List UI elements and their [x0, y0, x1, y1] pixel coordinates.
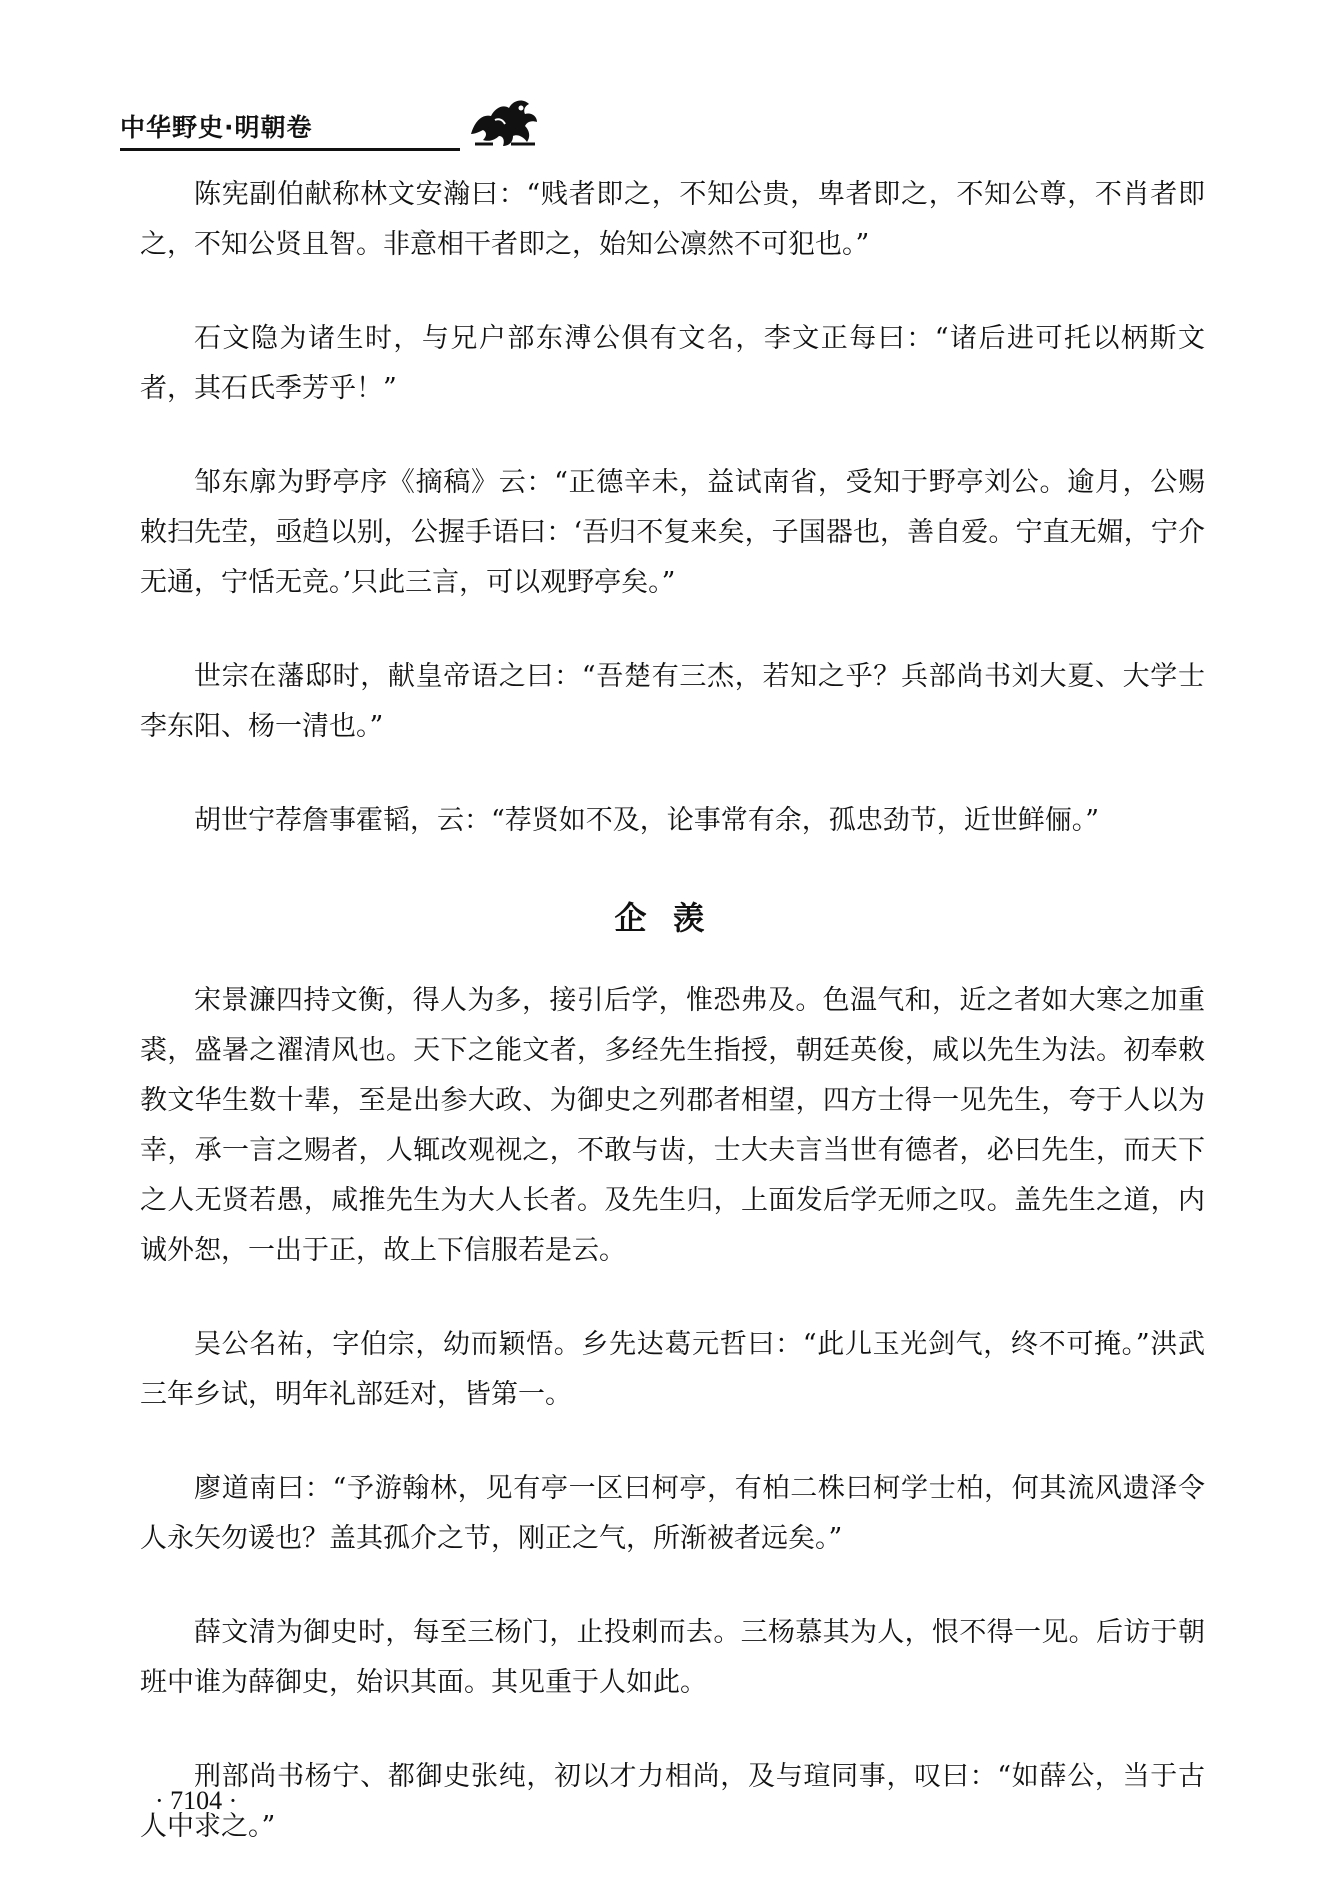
header-rule: [120, 148, 460, 151]
paragraph: 刑部尚书杨宁、都御史张纯，初以才力相尚，及与瑄同事，叹曰：“如薛公，当于古人中求之。”: [140, 1761, 1205, 1842]
page-body: [140, 170, 1205, 1896]
dragon-emblem-icon: [465, 90, 543, 150]
paragraph: 陈宪副伯献称林文安瀚曰：“贱者即之，不知公贵，卑者即之，不知公尊，不肖者即之，不知公贤且智。非意相干者即之，始知公凛然不可犯也。”: [140, 179, 1205, 260]
paragraph: 石文隐为诸生时，与兄户部东溥公俱有文名，李文正每曰：“诸后进可托以柄斯文者，其石氏季芳乎！”: [140, 323, 1205, 404]
section-title: 企羡: [614, 899, 731, 937]
paragraph: 世宗在藩邸时，献皇帝语之曰：“吾楚有三杰，若知之乎？兵部尚书刘大夏、大学士李东阳、杨一清也。”: [140, 661, 1205, 742]
paragraph: 宋景濂四持文衡，得人为多，接引后学，惟恐弗及。色温气和，近之者如大寒之加重裘，盛暑之濯清风也。天下之能文者，多经先生指授，朝廷英俊，咸以先生为法。初奉敕教文华生数十辈，至是出参大政、为御史之列郡者相望，四方士得一见先生，夸于人以为幸，承一言之赐者，人辄改观视之，不敢与齿，士大夫言当世有德者，必曰先生，而天下之人无贤若愚，咸推先生为大人长者。及先生归，上面发后学无师之叹。盖先生之道，内诚外恕，一出于正，故上下信服若是云。: [140, 985, 1205, 1266]
paragraph: 胡世宁荐詹事霍韬，云：“荐贤如不及，论事常有余，孤忠劲节，近世鲜俪。”: [194, 805, 1100, 836]
paragraph: 薛文清为御史时，每至三杨门，止投刺而去。三杨慕其为人，恨不得一见。后访于朝班中谁为薛御史，始识其面。其见重于人如此。: [140, 1617, 1205, 1698]
page-number: · 7104 ·: [155, 1786, 238, 1815]
paragraph: 吴公名祐，字伯宗，幼而颖悟。乡先达葛元哲曰：“此儿玉光剑气，终不可掩。”洪武三年乡试，明年礼部廷对，皆第一。: [140, 1329, 1205, 1410]
paragraph: 廖道南曰：“予游翰林，见有亭一区曰柯亭，有柏二株曰柯学士柏，何其流风遗泽令人永矢勿谖也？盖其孤介之节，刚正之气，所渐被者远矣。”: [140, 1473, 1205, 1554]
paragraph: 邹东廓为野亭序《摘稿》云：“正德辛未，益试南省，受知于野亭刘公。逾月，公赐敕扫先茔，亟趋以别，公握手语曰：‘吾归不复来矣，子国器也，善自爱。宁直无媚，宁介无通，宁恬无竞。’只此三言，可以观野亭矣。”: [140, 467, 1205, 598]
book-title: 中华野史·明朝卷: [120, 113, 313, 142]
running-header: [120, 90, 1200, 150]
